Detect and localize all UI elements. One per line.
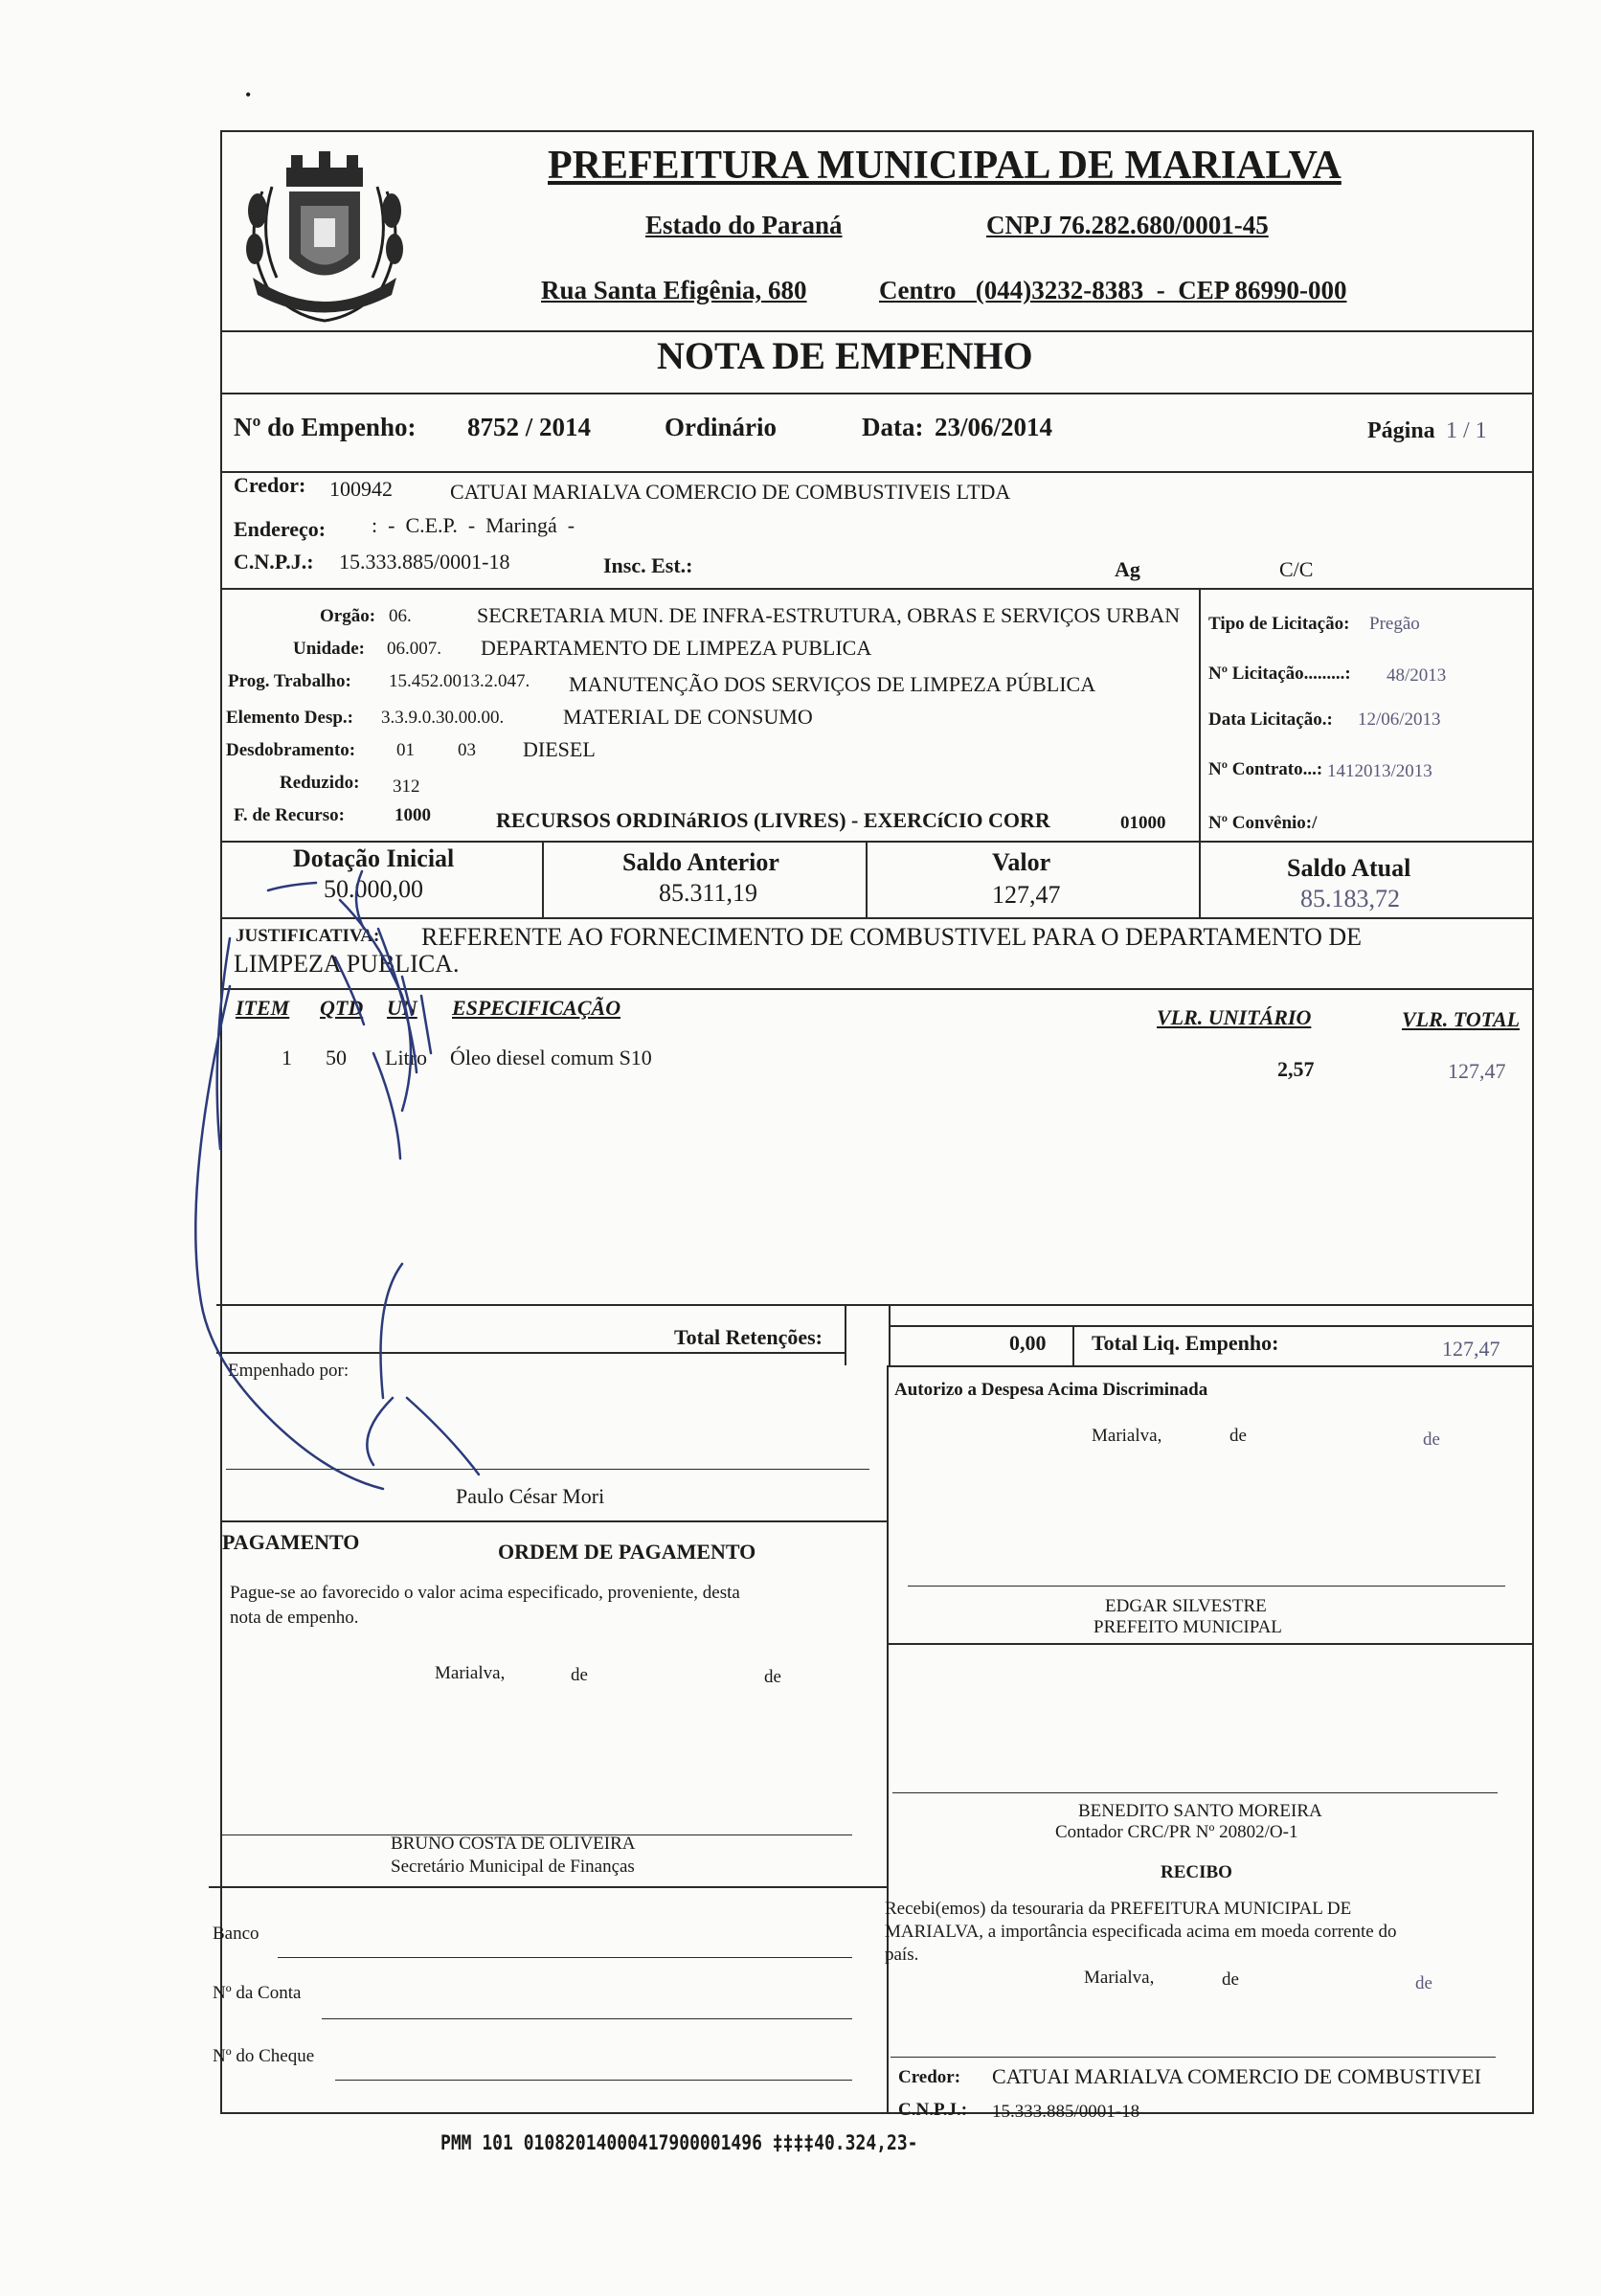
state-label: Estado do Paraná bbox=[645, 211, 843, 239]
conta-label: Nº da Conta bbox=[213, 1983, 302, 2003]
municipality-title: PREFEITURA MUNICIPAL DE MARIALVA bbox=[548, 144, 1342, 188]
licitacao-date: 12/06/2013 bbox=[1358, 709, 1441, 730]
dotacao-value: 50.000,00 bbox=[324, 875, 423, 903]
recibo-line3: país. bbox=[885, 1945, 919, 1965]
justificativa-line2: LIMPEZA PUBLICA. bbox=[234, 950, 460, 978]
cheque-label: Nº do Cheque bbox=[213, 2046, 315, 2066]
total-liquido-value: 127,47 bbox=[1442, 1337, 1500, 1361]
recibo-de2: de bbox=[1415, 1973, 1432, 1993]
licitacao-number: 48/2013 bbox=[1387, 665, 1447, 686]
orgao-label: Orgão: bbox=[320, 606, 376, 626]
ordem-pagamento-label: ORDEM DE PAGAMENTO bbox=[498, 1540, 756, 1564]
item-unit-value: 2,57 bbox=[1277, 1057, 1315, 1081]
items-header-spec: ESPECIFICAÇÃO bbox=[452, 996, 621, 1020]
recibo-label: RECIBO bbox=[1161, 1862, 1232, 1882]
recibo-cnpj: 15.333.885/0001-18 bbox=[992, 2102, 1140, 2122]
valor-value: 127,47 bbox=[992, 881, 1061, 909]
page-number: 1 / 1 bbox=[1446, 418, 1487, 443]
agency-label: Ag bbox=[1115, 557, 1140, 581]
empenhado-por-name: Paulo César Mori bbox=[456, 1484, 605, 1508]
mayor-name: EDGAR SILVESTRE bbox=[1105, 1596, 1267, 1616]
contrato-label: Nº Contrato...: bbox=[1208, 759, 1323, 779]
saldo-atual-label: Saldo Atual bbox=[1287, 854, 1411, 882]
empenho-number: 8752 / 2014 bbox=[467, 413, 592, 441]
fonte-recurso-label: F. de Recurso: bbox=[234, 805, 345, 825]
items-header-qtd: QTD bbox=[320, 996, 364, 1020]
account-label: C/C bbox=[1279, 557, 1314, 581]
tipo-licitacao: Pregão bbox=[1369, 614, 1420, 634]
empenho-type: Ordinário bbox=[665, 413, 778, 441]
insc-est-label: Insc. Est.: bbox=[603, 553, 693, 577]
autorizo-de2: de bbox=[1423, 1429, 1440, 1450]
saldo-atual-value: 85.183,72 bbox=[1300, 885, 1400, 912]
prog-label: Prog. Trabalho: bbox=[228, 671, 351, 691]
orgao-code: 06. bbox=[389, 606, 412, 626]
desdobramento-b: 03 bbox=[458, 740, 476, 760]
accountant-title: Contador CRC/PR Nº 20802/O-1 bbox=[1055, 1822, 1298, 1842]
fonte-recurso-code2: 01000 bbox=[1120, 813, 1166, 833]
convenio-label: Nº Convênio:/ bbox=[1208, 813, 1318, 833]
finance-secretary-name: BRUNO COSTA DE OLIVEIRA bbox=[391, 1834, 636, 1854]
licitacao-number-label: Nº Licitação.........: bbox=[1208, 664, 1351, 684]
accountant-name: BENEDITO SANTO MOREIRA bbox=[1078, 1801, 1322, 1821]
desdobramento-a: 01 bbox=[396, 740, 415, 760]
unidade-name: DEPARTAMENTO DE LIMPEZA PUBLICA bbox=[481, 636, 872, 660]
saldo-anterior-label: Saldo Anterior bbox=[622, 848, 779, 876]
saldo-anterior-value: 85.311,19 bbox=[659, 879, 758, 907]
prog-code: 15.452.0013.2.047. bbox=[389, 671, 530, 691]
item-total-value: 127,47 bbox=[1448, 1059, 1506, 1083]
items-header-unit: VLR. UNITÁRIO bbox=[1157, 1005, 1312, 1029]
creditor-cnpj: 15.333.885/0001-18 bbox=[339, 550, 510, 574]
dotacao-label: Dotação Inicial bbox=[293, 844, 455, 872]
recibo-credor-name: CATUAI MARIALVA COMERCIO DE COMBUSTIVEI bbox=[992, 2064, 1481, 2088]
pagamento-label: PAGAMENTO bbox=[222, 1530, 360, 1554]
municipality-cnpj: CNPJ 76.282.680/0001-45 bbox=[986, 211, 1269, 239]
fonte-recurso-code: 1000 bbox=[395, 805, 431, 825]
municipality-contact: Centro (044)3232-8383 - CEP 86990-000 bbox=[879, 276, 1347, 304]
empenho-number-label: Nº do Empenho: bbox=[234, 413, 417, 441]
recibo-line2: MARIALVA, a importância especificada acima em moeda corrente do bbox=[885, 1922, 1397, 1942]
justificativa-line1: REFERENTE AO FORNECIMENTO DE COMBUSTIVEL PARA O DEPARTAMENTO DE bbox=[421, 923, 1363, 951]
elemento-label: Elemento Desp.: bbox=[226, 708, 353, 728]
stray-mark: • bbox=[245, 85, 252, 104]
pague-line2: nota de empenho. bbox=[230, 1608, 359, 1628]
items-header-un: UN bbox=[387, 996, 417, 1020]
recibo-credor-label: Credor: bbox=[898, 2067, 961, 2087]
recibo-de1: de bbox=[1222, 1970, 1239, 1990]
licitacao-date-label: Data Licitação.: bbox=[1208, 709, 1333, 730]
item-un: Litro bbox=[385, 1046, 427, 1069]
elemento-code: 3.3.9.0.30.00.00. bbox=[381, 708, 505, 728]
items-header-total: VLR. TOTAL bbox=[1402, 1007, 1521, 1031]
recibo-city: Marialva, bbox=[1084, 1968, 1155, 1988]
prog-name: MANUTENÇÃO DOS SERVIÇOS DE LIMPEZA PÚBLICA bbox=[569, 672, 1096, 696]
empenhado-por-label: Empenhado por: bbox=[228, 1361, 350, 1381]
mayor-title: PREFEITO MUNICIPAL bbox=[1094, 1617, 1282, 1637]
pagamento-de1: de bbox=[571, 1665, 588, 1685]
items-header-item: ITEM bbox=[236, 996, 290, 1020]
desdobramento-name: DIESEL bbox=[523, 737, 596, 761]
total-retencoes-label: Total Retenções: bbox=[674, 1325, 823, 1349]
page-label: Página bbox=[1367, 418, 1435, 443]
empenho-date-label: Data: bbox=[862, 413, 924, 441]
autorizo-text: Autorizo a Despesa Acima Discriminada bbox=[894, 1380, 1208, 1400]
tipo-licitacao-label: Tipo de Licitação: bbox=[1208, 614, 1350, 634]
banco-label: Banco bbox=[213, 1924, 259, 1944]
total-retencoes-value: 0,00 bbox=[1009, 1331, 1047, 1355]
elemento-name: MATERIAL DE CONSUMO bbox=[563, 705, 813, 729]
orgao-name: SECRETARIA MUN. DE INFRA-ESTRUTURA, OBRAS E SERVIÇOS URBAN bbox=[477, 603, 1181, 627]
item-number: 1 bbox=[282, 1046, 292, 1069]
creditor-cnpj-label: C.N.P.J.: bbox=[234, 550, 314, 574]
finance-secretary-title: Secretário Municipal de Finanças bbox=[391, 1857, 635, 1877]
recibo-cnpj-label: C.N.P.J.: bbox=[898, 2100, 968, 2120]
document-title: NOTA DE EMPENHO bbox=[657, 334, 1033, 377]
coat-of-arms-icon bbox=[234, 134, 416, 330]
desdobramento-label: Desdobramento: bbox=[226, 740, 356, 760]
justificativa-label: JUSTIFICATIVA: bbox=[236, 926, 380, 946]
item-spec: Óleo diesel comum S10 bbox=[450, 1046, 652, 1069]
municipality-address: Rua Santa Efigênia, 680 bbox=[541, 276, 807, 304]
reduzido-label: Reduzido: bbox=[280, 773, 360, 793]
creditor-code: 100942 bbox=[329, 477, 393, 501]
creditor-address-label: Endereço: bbox=[234, 517, 327, 541]
unidade-code: 06.007. bbox=[387, 639, 441, 659]
item-qtd: 50 bbox=[326, 1046, 347, 1069]
pagamento-de2: de bbox=[764, 1667, 781, 1687]
empenho-date: 23/06/2014 bbox=[935, 413, 1053, 441]
creditor-address: : - C.E.P. - Maringá - bbox=[372, 513, 575, 537]
valor-label: Valor bbox=[992, 848, 1051, 876]
reduzido-value: 312 bbox=[393, 777, 420, 797]
pague-line1: Pague-se ao favorecido o valor acima especificado, proveniente, desta bbox=[230, 1583, 740, 1603]
pagamento-city: Marialva, bbox=[435, 1663, 506, 1683]
unidade-label: Unidade: bbox=[293, 639, 365, 659]
creditor-name: CATUAI MARIALVA COMERCIO DE COMBUSTIVEIS LTDA bbox=[450, 480, 1011, 504]
footer-code: PMM 101 01082014000417900001496 ‡‡‡‡40.324,23- bbox=[440, 2130, 918, 2155]
recibo-line1: Recebi(emos) da tesouraria da PREFEITURA MUNICIPAL DE bbox=[885, 1899, 1352, 1919]
autorizo-city: Marialva, bbox=[1092, 1426, 1162, 1446]
contrato-number: 1412013/2013 bbox=[1327, 761, 1432, 781]
creditor-label: Credor: bbox=[234, 473, 306, 497]
fonte-recurso-name: RECURSOS ORDINáRIOS (LIVRES) - EXERCíCIO CORR bbox=[496, 808, 1050, 832]
autorizo-de1: de bbox=[1229, 1426, 1247, 1446]
total-liquido-label: Total Liq. Empenho: bbox=[1092, 1331, 1279, 1355]
